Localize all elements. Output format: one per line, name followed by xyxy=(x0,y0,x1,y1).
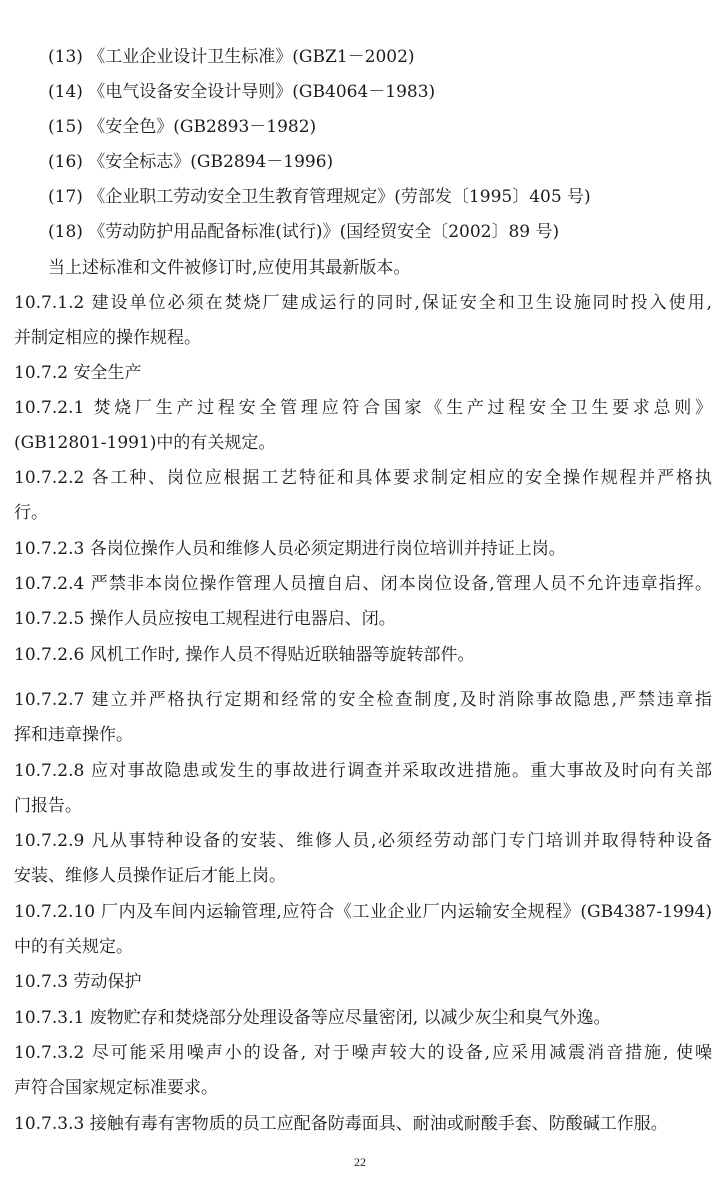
clause-10-7-2-10-line-2: 中的有关规定。 xyxy=(14,937,133,957)
clause-10-7-3-1: 10.7.3.1 废物贮存和焚烧部分处理设备等应尽量密闭, 以减少灰尘和臭气外逸。 xyxy=(14,1008,611,1028)
clause-10-7-2-1-line-2: (GB12801-1991)中的有关规定。 xyxy=(14,433,276,453)
clause-10-7-2-3: 10.7.2.3 各岗位操作人员和维修人员必须定期进行岗位培训并持证上岗。 xyxy=(14,539,566,559)
clause-10-7-2-8-line-1: 10.7.2.8 应对事故隐患或发生的事故进行调查并采取改进措施。重大事故及时向有关部 xyxy=(14,761,712,781)
reference-item-17: (17) 《企业职工劳动安全卫生教育管理规定》(劳部发〔1995〕405 号) xyxy=(48,187,591,207)
clause-10-7-2-8-line-2: 门报告。 xyxy=(14,796,82,816)
clause-10-7-2-9-line-1: 10.7.2.9 凡从事特种设备的安装、维修人员,必须经劳动部门专门培训并取得特种设备 xyxy=(14,831,712,851)
clause-10-7-2-2-line-2: 行。 xyxy=(14,503,48,523)
reference-item-14: (14) 《电气设备安全设计导则》(GB4064－1983) xyxy=(48,82,436,102)
clause-10-7-3-2-line-1: 10.7.3.2 尽可能采用噪声小的设备, 对于噪声较大的设备,应采用减震消音措施, 使噪 xyxy=(14,1043,712,1063)
reference-item-13: (13) 《工业企业设计卫生标准》(GBZ1－2002) xyxy=(48,47,415,67)
clause-10-7-2-1-line-1: 10.7.2.1 焚烧厂生产过程安全管理应符合国家《生产过程安全卫生要求总则》 xyxy=(14,398,712,418)
clause-10-7-2-7-line-2: 挥和违章操作。 xyxy=(14,725,133,745)
clause-10-7-2-4: 10.7.2.4 严禁非本岗位操作管理人员擅自启、闭本岗位设备,管理人员不允许违章指挥。 xyxy=(14,574,712,594)
page-number: 22 xyxy=(354,1155,366,1169)
reference-item-16: (16) 《安全标志》(GB2894－1996) xyxy=(48,152,334,172)
clause-10-7-2-2-line-1: 10.7.2.2 各工种、岗位应根据工艺特征和具体要求制定相应的安全操作规程并严格执 xyxy=(14,468,712,488)
section-heading-10-7-3: 10.7.3 劳动保护 xyxy=(14,972,142,992)
clause-10-7-2-5: 10.7.2.5 操作人员应按电工规程进行电器启、闭。 xyxy=(14,609,396,629)
reference-item-18: (18) 《劳动防护用品配备标准(试行)》(国经贸安全〔2002〕89 号) xyxy=(48,222,560,242)
clause-10-7-2-6: 10.7.2.6 风机工作时, 操作人员不得贴近联轴器等旋转部件。 xyxy=(14,645,475,665)
clause-10-7-3-2-line-2: 声符合国家规定标准要求。 xyxy=(14,1078,218,1098)
clause-10-7-2-7-line-1: 10.7.2.7 建立并严格执行定期和经常的安全检查制度,及时消除事故隐患,严禁违章指 xyxy=(14,690,712,710)
clause-10-7-1-2-line-2: 并制定相应的操作规程。 xyxy=(14,328,201,348)
reference-item-15: (15) 《安全色》(GB2893－1982) xyxy=(48,117,317,137)
clause-10-7-2-10-line-1: 10.7.2.10 厂内及车间内运输管理,应符合《工业企业厂内运输安全规程》(GB4387-1994) xyxy=(14,902,712,922)
clause-10-7-1-2-line-1: 10.7.1.2 建设单位必须在焚烧厂建成运行的同时,保证安全和卫生设施同时投入使用, xyxy=(14,293,712,313)
section-heading-10-7-2: 10.7.2 安全生产 xyxy=(14,363,142,383)
clause-10-7-3-3: 10.7.3.3 接触有毒有害物质的员工应配备防毒面具、耐油或耐酸手套、防酸碱工作服。 xyxy=(14,1114,668,1134)
revision-note: 当上述标准和文件被修订时,应使用其最新版本。 xyxy=(48,258,411,278)
clause-10-7-2-9-line-2: 安装、维修人员操作证后才能上岗。 xyxy=(14,866,286,886)
